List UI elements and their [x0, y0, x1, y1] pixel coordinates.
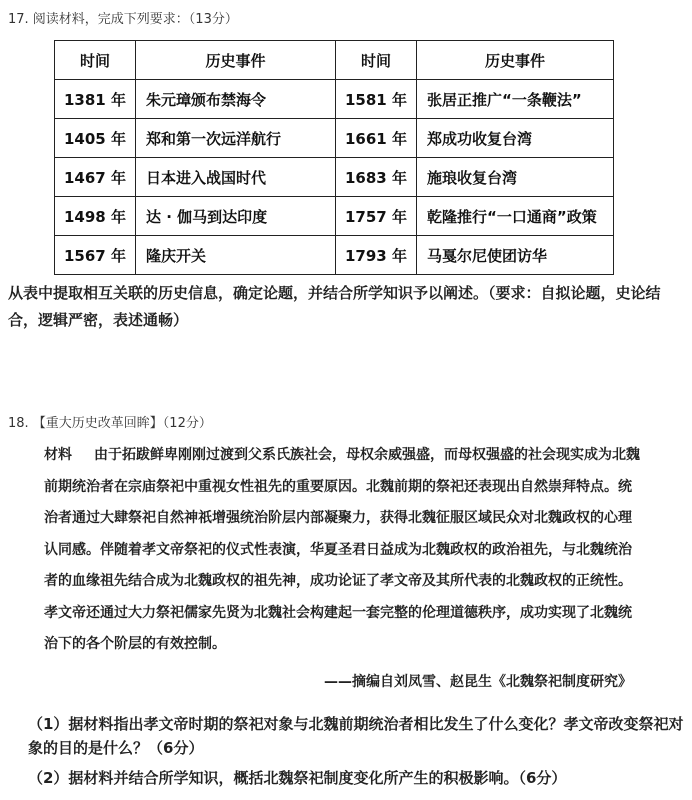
history-events-table — [54, 40, 614, 275]
year-cell: 1581 年 — [336, 80, 417, 119]
table-row — [55, 197, 614, 236]
material-source: ——摘编自刘凤雪、赵昆生《北魏祭祀制度研究》 — [324, 674, 632, 690]
year-cell: 1405 年 — [55, 119, 136, 158]
question-17-requirement: 从表中提取相互关联的历史信息，确定论题，并结合所学知识予以阐述。（要求：自拟论题，史论结合，逻辑严密，表述通畅） — [8, 284, 661, 329]
year-cell: 1467 年 — [55, 158, 136, 197]
header-time-2: 时间 — [336, 41, 417, 80]
material-passage — [44, 440, 644, 661]
table-header-row — [55, 41, 614, 80]
event-cell: 马戛尔尼使团访华 — [417, 236, 614, 275]
question-18-title: 18. 【重大历史改革回眸】（12分） — [8, 416, 212, 431]
event-cell: 乾隆推行“一口通商”政策 — [417, 197, 614, 236]
year-cell: 1683 年 — [336, 158, 417, 197]
event-cell: 日本进入战国时代 — [136, 158, 336, 197]
event-cell: 达 · 伽马到达印度 — [136, 197, 336, 236]
year-cell: 1757 年 — [336, 197, 417, 236]
year-cell: 1381 年 — [55, 80, 136, 119]
table-row — [55, 158, 614, 197]
table-row — [55, 119, 614, 158]
sub-question-2: （2）据材料并结合所学知识，概括北魏祭祀制度变化所产生的积极影响。（6分） — [28, 769, 567, 787]
material-label: 材料 — [44, 447, 72, 463]
header-time-1: 时间 — [55, 41, 136, 80]
year-cell: 1661 年 — [336, 119, 417, 158]
event-cell: 朱元璋颁布禁海令 — [136, 80, 336, 119]
year-cell: 1567 年 — [55, 236, 136, 275]
year-cell: 1793 年 — [336, 236, 417, 275]
material-text: 由于拓跋鲜卑刚刚过渡到父系氏族社会，母权余威强盛，而母权强盛的社会现实成为北魏前期统治者在宗庙祭祀中重视女性祖先的重要原因。北魏前期的祭祀还表现出自然崇拜特点。统治者通过大肆祭祀自然神祇增强统治阶层内部凝聚力，获得北魏征服区域民众对北魏政权的心理认同感。伴随着孝文帝祭祀的仪式性表演，华夏圣君日益成为北魏政权的政治祖先，与北魏统治者的血缘祖先结合成为北魏政权的祖先神，成功论证了孝文帝及其所代表的北魏政权的正统性。孝文帝还通过大力祭祀儒家先贤为北魏社会构建起一套完整的伦理道德秩序，成功实现了北魏统治下的各个阶层的有效控制。 — [44, 447, 640, 652]
event-cell: 郑成功收复台湾 — [417, 119, 614, 158]
event-cell: 张居正推广“一条鞭法” — [417, 80, 614, 119]
event-cell: 郑和第一次远洋航行 — [136, 119, 336, 158]
header-event-1: 历史事件 — [136, 41, 336, 80]
event-cell: 隆庆开关 — [136, 236, 336, 275]
header-event-2: 历史事件 — [417, 41, 614, 80]
table-row — [55, 236, 614, 275]
table-row — [55, 80, 614, 119]
sub-question-1: （1）据材料指出孝文帝时期的祭祀对象与北魏前期统治者相比发生了什么变化？孝文帝改变祭祀对象的目的是什么？（6分） — [28, 715, 684, 757]
question-17-title: 17. 阅读材料，完成下列要求：（13分） — [8, 12, 238, 27]
year-cell: 1498 年 — [55, 197, 136, 236]
event-cell: 施琅收复台湾 — [417, 158, 614, 197]
